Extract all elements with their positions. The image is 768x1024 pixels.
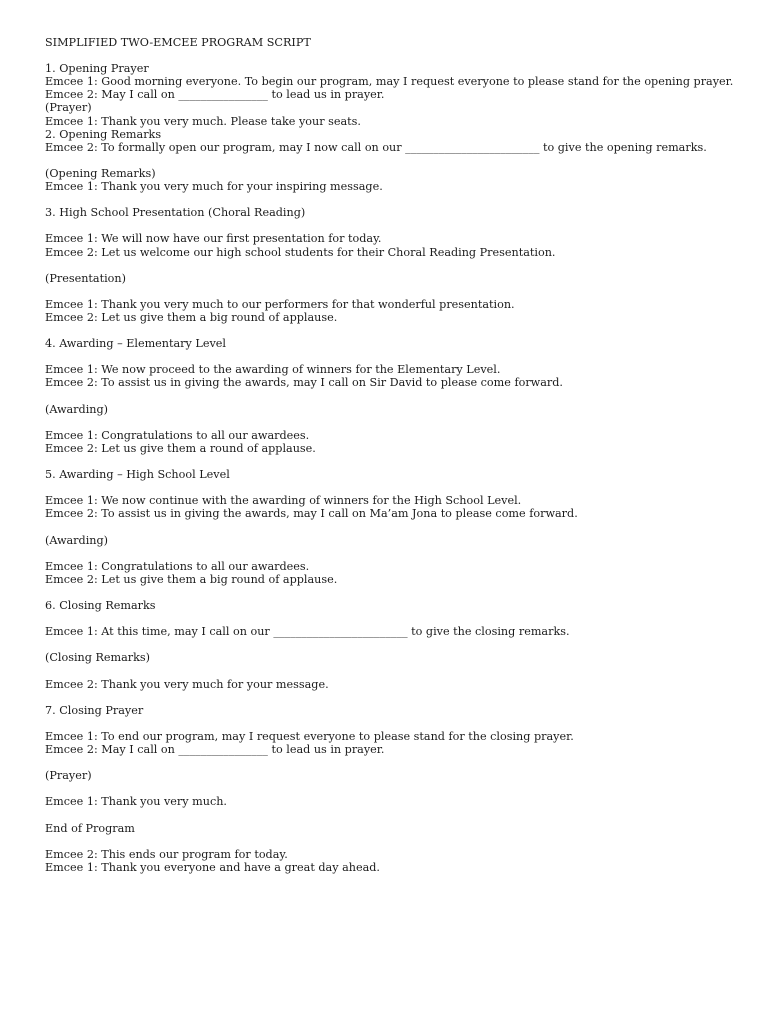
document-line: (Awarding) — [45, 402, 109, 416]
document-line: Emcee 2: To assist us in giving the awards, may I call on Ma’am Jona to please come forward. — [45, 507, 578, 521]
document-line: Emcee 1: Thank you very much for your inspiring message. — [45, 180, 383, 194]
document-title: SIMPLIFIED TWO-EMCEE PROGRAM SCRIPT — [45, 36, 311, 49]
document-line — [45, 520, 735, 533]
document-page — [45, 36, 735, 874]
document-line: (Closing Remarks) — [45, 651, 151, 665]
document-line — [45, 390, 735, 403]
document-line: (Opening Remarks) — [45, 166, 156, 180]
document-line: Emcee 1: To end our program, may I request everyone to please stand for the closing prayer. — [45, 729, 574, 743]
document-line — [45, 547, 735, 560]
document-line: Emcee 2: To assist us in giving the awards, may I call on Sir David to please come forward. — [45, 376, 563, 390]
document-line: 2. Opening Remarks — [45, 127, 162, 141]
document-line — [45, 154, 735, 167]
document-line: 7. Closing Prayer — [45, 703, 144, 717]
document-line — [45, 612, 735, 625]
document-line: 3. High School Presentation (Choral Reading) — [45, 206, 306, 220]
document-line: Emcee 2: May I call on ________________ to lead us in prayer. — [45, 88, 385, 102]
document-line: Emcee 2: Let us give them a round of applause. — [45, 441, 316, 455]
document-line: Emcee 1: We will now have our first presentation for today. — [45, 232, 382, 246]
document-line: 4. Awarding – Elementary Level — [45, 337, 226, 351]
document-line — [45, 586, 735, 599]
document-line: Emcee 1: Thank you very much to our performers for that wonderful presentation. — [45, 297, 515, 311]
document-line: Emcee 2: This ends our program for today. — [45, 847, 288, 861]
document-line: Emcee 1: We now proceed to the awarding of winners for the Elementary Level. — [45, 363, 501, 377]
document-line: (Awarding) — [45, 533, 109, 547]
document-line: Emcee 2: May I call on ________________ to lead us in prayer. — [45, 743, 385, 757]
document-body — [45, 49, 735, 874]
document-line: Emcee 1: Congratulations to all our awardees. — [45, 559, 310, 573]
document-line — [45, 350, 735, 363]
document-line — [45, 691, 735, 704]
document-line — [45, 193, 735, 206]
document-line — [45, 717, 735, 730]
document-line — [45, 49, 735, 62]
document-line: Emcee 2: To formally open our program, may I now call on our ________________________ to give the opening remarks. — [45, 140, 707, 154]
document-line: Emcee 1: Good morning everyone. To begin our program, may I request everyone to please stand for the opening prayer. — [45, 75, 734, 89]
document-line: 1. Opening Prayer — [45, 62, 149, 76]
document-line: Emcee 2: Let us give them a big round of applause. — [45, 572, 338, 586]
document-line — [45, 835, 735, 848]
document-line: Emcee 1: Congratulations to all our awardees. — [45, 428, 310, 442]
document-line — [45, 638, 735, 651]
document-line: Emcee 1: Thank you very much. — [45, 795, 227, 809]
document-line: Emcee 1: We now continue with the awarding of winners for the High School Level. — [45, 494, 522, 508]
document-line — [45, 481, 735, 494]
document-line — [45, 782, 735, 795]
document-line: Emcee 1: At this time, may I call on our ________________________ to give the closing remarks. — [45, 625, 570, 639]
document-line: Emcee 1: Thank you very much. Please take your seats. — [45, 114, 361, 128]
document-line: Emcee 1: Thank you everyone and have a great day ahead. — [45, 860, 380, 874]
document-line — [45, 809, 735, 822]
document-line: 5. Awarding – High School Level — [45, 468, 230, 482]
document-line — [45, 665, 735, 678]
document-line — [45, 324, 735, 337]
document-line — [45, 455, 735, 468]
document-line: (Prayer) — [45, 101, 92, 115]
document-line: (Presentation) — [45, 271, 126, 285]
document-line: Emcee 2: Thank you very much for your message. — [45, 677, 329, 691]
document-line — [45, 219, 735, 232]
document-line — [45, 416, 735, 429]
document-line: (Prayer) — [45, 769, 92, 783]
document-line — [45, 285, 735, 298]
document-line: End of Program — [45, 821, 135, 835]
document-line — [45, 756, 735, 769]
document-line: Emcee 2: Let us welcome our high school students for their Choral Reading Presentation. — [45, 245, 556, 259]
document-line — [45, 259, 735, 272]
document-line: 6. Closing Remarks — [45, 599, 156, 613]
document-line: Emcee 2: Let us give them a big round of applause. — [45, 310, 338, 324]
